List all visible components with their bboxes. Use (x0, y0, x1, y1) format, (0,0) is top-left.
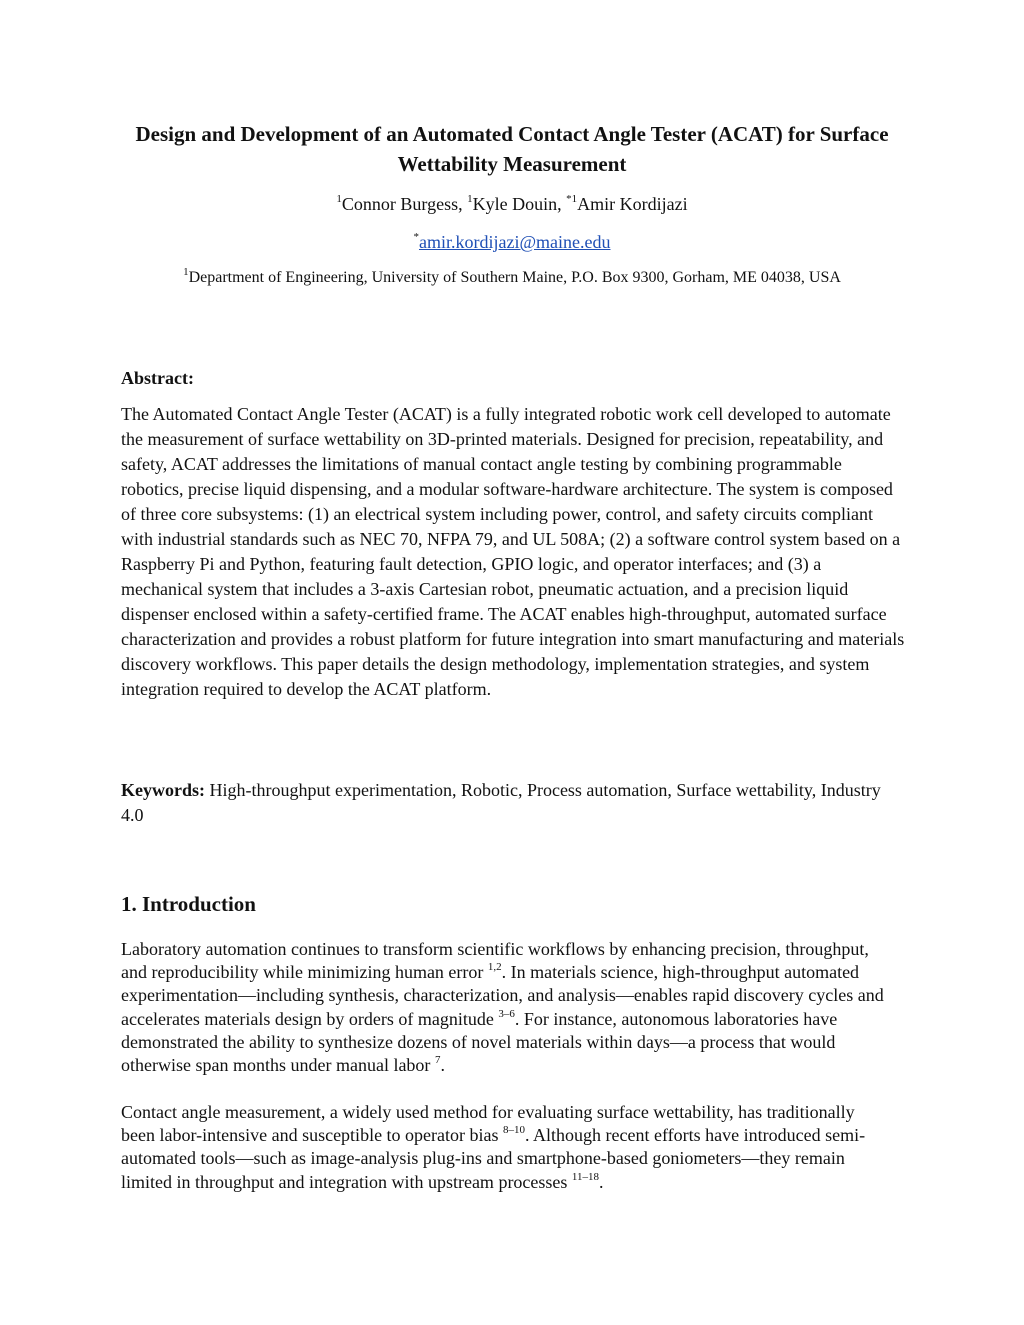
author (467, 194, 566, 214)
citation: 3–6 (498, 1007, 515, 1020)
affiliation-mark: 1 (183, 265, 189, 278)
abstract-text: The Automated Contact Angle Tester (ACAT) is a fully integrated robotic work cell developed to automate the measurement of surface wettability on 3D-printed materials. Designed for precision, repeatability, and safety, ACAT addresses the limitations of manual contact angle testing by combining programmable robotics, precise liquid dispensing, and a modular software-hardware architecture. The system is composed of three core subsystems: (1) an electrical system including power, control, and safety circuits compliant with industrial standards such as NEC 70, NFPA 79, and UL 508A; (2) a software control system based on a Raspberry Pi and Python, featuring fault detection, GPIO logic, and operator interfaces; and (3) a mechanical system that includes a 3-axis Cartesian robot, pneumatic actuation, and a precision liquid dispenser enclosed within a safety-certified frame. The ACAT enables high-throughput, automated surface characterization and provides a robust platform for future integration into smart manufacturing and materials discovery workflows. This paper details the design methodology, implementation strategies, and system integration required to develop the ACAT platform. (121, 404, 905, 699)
author-name: Kyle Douin, (472, 194, 567, 214)
keywords-label: Keywords: (121, 780, 205, 800)
affiliation (100, 266, 924, 290)
section-heading-introduction: 1. Introduction (121, 892, 256, 916)
author-name: Connor Burgess, (341, 194, 468, 214)
author (336, 194, 467, 214)
author-affiliation-mark: *1 (566, 193, 578, 205)
paragraph-text: . (599, 1171, 604, 1192)
paragraph-text: . In materials science, high-throughput automated experimentation—including synthesis, characterization, and analysis—enables rapid discovery cycles and accelerates materials design by orders of magnitude (121, 962, 884, 1029)
citation: 11–18 (571, 1170, 600, 1183)
paragraph-text: Laboratory automation continues to transform scientific workflows by enhancing precision, throughput, and reproducibility while minimizing human error (121, 939, 869, 983)
intro-paragraph-1 (121, 938, 891, 1077)
paragraph-text: . Although recent efforts have introduced semi-automated tools—such as image-analysis plug-ins and smartphone-based goniometers—they remain limited in throughput and integration with upstream processes (121, 1125, 866, 1192)
paragraph-text: . (440, 1055, 445, 1076)
keywords (121, 778, 906, 828)
corresponding-mark: * (413, 231, 419, 243)
paragraph-text: Contact angle measurement, a widely used method for evaluating surface wettability, has traditionally been labor-intensive and susceptible to operator bias (121, 1102, 855, 1146)
citation: 1,2 (487, 961, 502, 974)
keywords-text: High-throughput experimentation, Robotic, Process automation, Surface wettability, Industry 4.0 (121, 780, 881, 825)
author-affiliation-mark: 1 (467, 193, 473, 205)
corresponding-email (100, 229, 924, 255)
citation: 8–10 (503, 1124, 526, 1137)
author-affiliation-mark: 1 (336, 193, 342, 205)
author-name: Amir Kordijazi (577, 194, 688, 214)
affiliation-text: Department of Engineering, University of Southern Maine, P.O. Box 9300, Gorham, ME 04038, USA (188, 269, 841, 286)
abstract-heading: Abstract: (121, 368, 194, 388)
paper-title: Design and Development of an Automated Contact Angle Tester (ACAT) for Surface Wettability Measurement (135, 122, 889, 176)
intro-paragraph-2 (121, 1101, 891, 1194)
email-link[interactable]: amir.kordijazi@maine.edu (418, 232, 611, 252)
author-list (100, 191, 924, 217)
author (566, 194, 687, 214)
citation: 7 (434, 1054, 441, 1067)
paragraph-text: . For instance, autonomous laboratories have demonstrated the ability to synthesize dozens of novel materials within days—a process that would otherwise span months under manual labor (121, 1008, 838, 1076)
